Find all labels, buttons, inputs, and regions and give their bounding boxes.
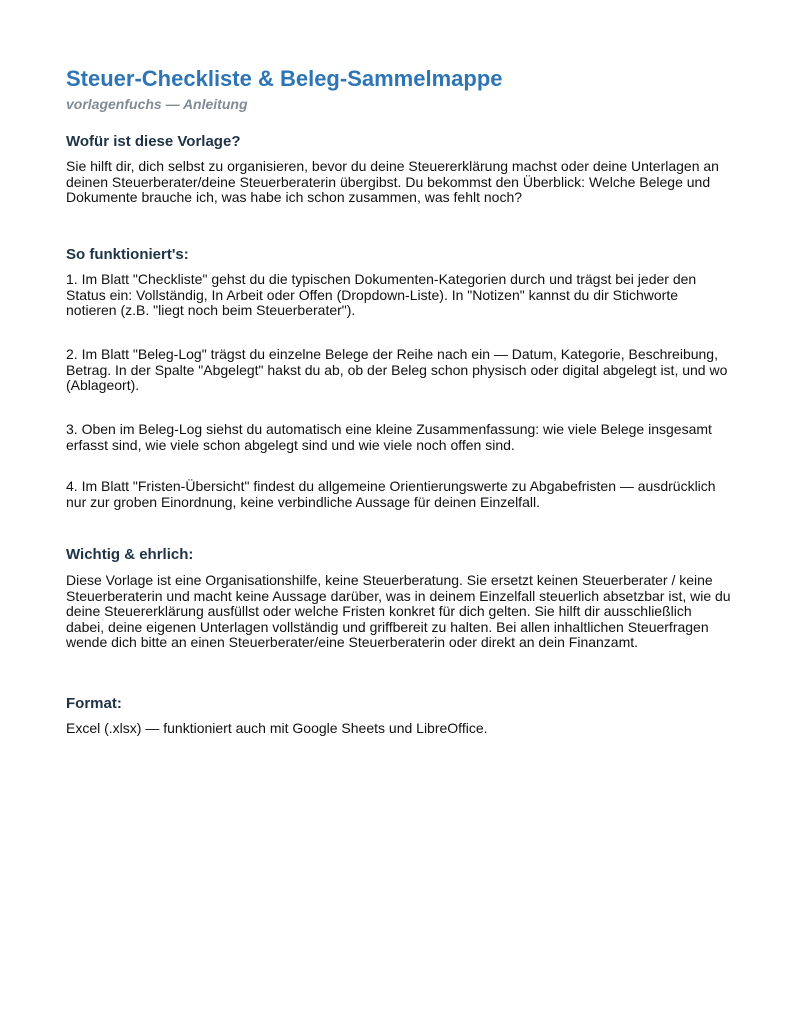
howto-step-4: 4. Im Blatt "Fristen-Übersicht" findest du allgemeine Orientierungswerte zu Abgabefristen — ausdrücklich nur zur groben Einordnung, keine verbindliche Aussage für deinen Einzelfall. bbox=[66, 478, 716, 510]
howto-step-3: 3. Oben im Beleg-Log siehst du automatisch eine kleine Zusammenfassung: wie viele Belege insgesamt erfasst sind, wie viele schon abgelegt sind und wie viele noch offen sind. bbox=[66, 421, 712, 453]
document-subtitle: vorlagenfuchs — Anleitung bbox=[66, 96, 248, 112]
section-body-important: Diese Vorlage ist eine Organisationshilfe, keine Steuerberatung. Sie ersetzt keinen Steuerberater / keine Steuerberaterin und macht keine Aussage darüber, was in deinem Einzelfall steuerlich absetzbar ist, wie du deine Steuererklärung ausfüllst oder welche Fristen konkret für dich gelten. Sie hilft dir ausschließlich dabei, deine eigenen Unterlagen vollständig und griffbereit zu halten. Bei allen inhaltlichen Steuerfragen wende dich bitte an einen Steuerberater/eine Steuerberaterin oder direkt an dein Finanzamt. bbox=[66, 572, 731, 650]
section-body-purpose: Sie hilft dir, dich selbst zu organisieren, bevor du deine Steuererklärung machst oder deine Unterlagen an deinen Steuerberater/deine Steuerberaterin übergibst. Du bekommst den Überblick: Welche Belege und Dokumente brauche ich, was habe ich schon zusammen, was fehlt noch? bbox=[66, 158, 719, 205]
section-body-format: Excel (.xlsx) — funktioniert auch mit Google Sheets und LibreOffice. bbox=[66, 720, 488, 736]
section-heading-howto: So funktioniert's: bbox=[66, 246, 189, 263]
section-heading-important: Wichtig & ehrlich: bbox=[66, 546, 194, 563]
document-title: Steuer-Checkliste & Beleg-Sammelmappe bbox=[66, 66, 503, 91]
howto-step-1: 1. Im Blatt "Checkliste" gehst du die typischen Dokumenten-Kategorien durch und trägst bei jeder den Status ein: Vollständig, In Arbeit oder Offen (Dropdown-Liste). In "Notizen" kannst du dir Stichworte notieren (z.B. "liegt noch beim Steuerberater"). bbox=[66, 271, 697, 318]
howto-step-2: 2. Im Blatt "Beleg-Log" trägst du einzelne Belege der Reihe nach ein — Datum, Kategorie, Beschreibung, Betrag. In der Spalte "Abgelegt" hakst du ab, ob der Beleg schon physisch oder digital abgelegt ist, und wo (Ablageort). bbox=[66, 346, 728, 393]
section-heading-purpose: Wofür ist diese Vorlage? bbox=[66, 133, 241, 150]
section-heading-format: Format: bbox=[66, 695, 122, 712]
